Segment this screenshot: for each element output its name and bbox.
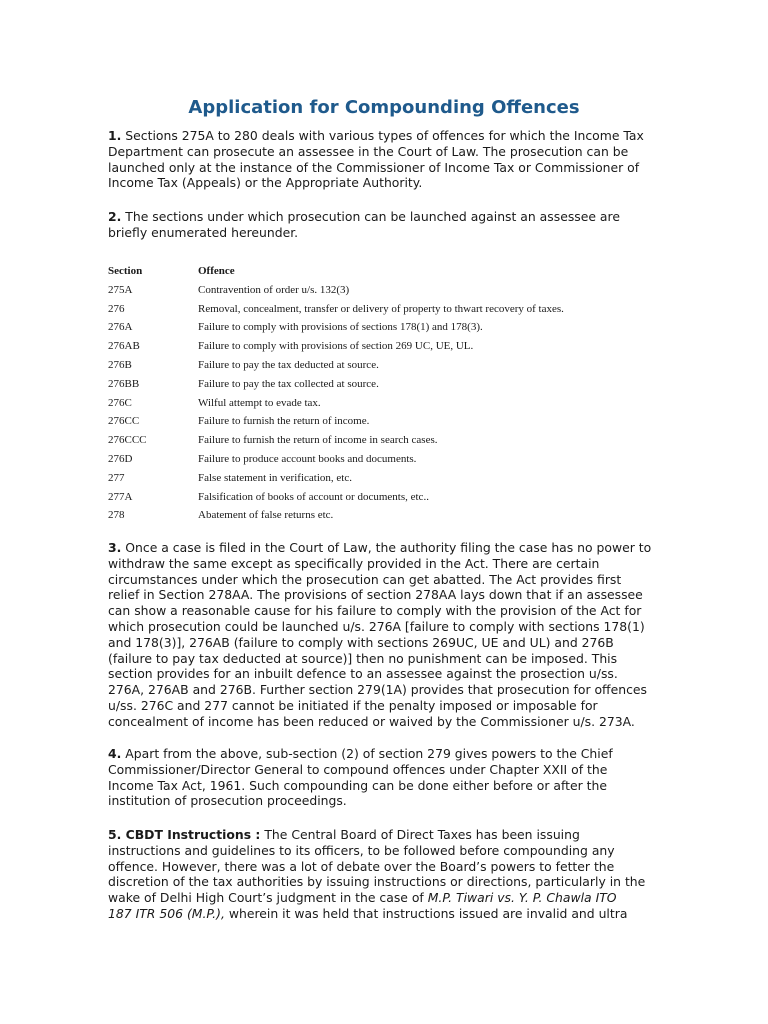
header-offence: Offence <box>198 265 235 277</box>
paragraph-text: Income Tax Act, 1961. Such compounding can be done either before or after the <box>108 777 607 793</box>
table-row <box>108 356 668 375</box>
section-cell: 276B <box>108 358 132 371</box>
paragraph-text: section provides for an inbuilt defence to an assessee against the prosection u/ss. <box>108 666 618 682</box>
offence-cell: Abatement of false returns etc. <box>198 509 334 522</box>
table-row <box>108 488 668 507</box>
table-row <box>108 450 668 469</box>
section-cell: 276BB <box>108 377 140 390</box>
paragraph-text: wherein it was held that instructions issued are invalid and ultra <box>228 905 628 921</box>
table-row <box>108 281 668 300</box>
paragraph-text: Once a case is filed in the Court of Law, the authority filing the case has no power to <box>125 540 652 555</box>
paragraph-text: launched only at the instance of the Commissioner of Income Tax or Commissioner of <box>108 159 640 175</box>
paragraph-text: 276A, 276AB and 276B. Further section 279(1A) provides that prosecution for offences <box>108 682 647 698</box>
section-cell: 276 <box>108 302 125 315</box>
paragraph-text: which prosecution could be launched u/s. 276A [failure to comply with sections 178(1) <box>108 618 645 634</box>
table-row <box>108 337 668 356</box>
offence-cell: Failure to furnish the return of income. <box>198 415 370 428</box>
table-row <box>108 506 668 525</box>
section-cell: 276CC <box>108 415 140 428</box>
section-cell: 276AB <box>108 340 140 353</box>
paragraph-number: 1. <box>108 128 122 143</box>
offence-cell: Failure to pay the tax deducted at source. <box>198 358 379 371</box>
offence-cell: False statement in verification, etc. <box>198 471 352 484</box>
table-row <box>108 469 668 488</box>
paragraph-text: and 178(3)], 276AB (failure to comply with sections 269UC, UE and UL) and 276B <box>108 634 614 650</box>
paragraph-text: Sections 275A to 280 deals with various types of offences for which the Income Tax <box>125 128 644 143</box>
paragraph-2 <box>108 209 668 241</box>
paragraph-text: institution of prosecution proceedings. <box>108 793 347 809</box>
paragraph-4 <box>108 746 668 809</box>
paragraph-text: briefly enumerated hereunder. <box>108 224 299 240</box>
table-row <box>108 318 668 337</box>
paragraph-text: relief in Section 278AA. The provisions of section 278AA lays down that if an assessee <box>108 587 643 603</box>
paragraph-text: circumstances under which the prosecution can get abatted. The Act provides first <box>108 571 622 587</box>
paragraph-text: u/ss. 276C and 277 cannot be initiated if the penalty imposed or imposable for <box>108 697 598 713</box>
paragraph-text: offence. However, there was a lot of debate over the Board’s powers to fetter the <box>108 858 615 874</box>
page-title: Application for Compounding Offences <box>188 97 580 118</box>
paragraph-3 <box>108 540 668 730</box>
paragraph-number: 3. <box>108 540 122 555</box>
section-cell: 277 <box>108 471 125 484</box>
paragraph-text: concealment of income has been reduced or waived by the Commissioner u/s. 273A. <box>108 713 635 729</box>
header-section: Section <box>108 265 143 277</box>
table-row <box>108 412 668 431</box>
section-cell: 276C <box>108 396 132 409</box>
offence-cell: Failure to furnish the return of income in search cases. <box>198 434 438 447</box>
offence-cell: Removal, concealment, transfer or delivery of property to thwart recovery of taxes. <box>198 302 564 315</box>
offences-table <box>108 262 668 525</box>
offence-cell: Wilful attempt to evade tax. <box>198 396 321 409</box>
offence-cell: Falsification of books of account or documents, etc.. <box>198 490 429 503</box>
paragraph-text: can show a reasonable cause for his failure to comply with the provision of the Act for <box>108 603 642 619</box>
section-cell: 276CCC <box>108 434 147 447</box>
case-citation: 187 ITR 506 (M.P.), <box>108 905 225 921</box>
paragraph-text: The Central Board of Direct Taxes has been issuing <box>264 827 580 842</box>
paragraph-1 <box>108 128 668 191</box>
offence-cell: Failure to produce account books and documents. <box>198 452 417 465</box>
offence-cell: Failure to comply with provisions of section 269 UC, UE, UL. <box>198 340 474 353</box>
offence-cell: Contravention of order u/s. 132(3) <box>198 283 350 296</box>
paragraph-text: discretion of the tax authorities by issuing instructions or directions, particularly in the <box>108 874 646 890</box>
section-cell: 276A <box>108 321 133 334</box>
paragraph-text: Department can prosecute an assessee in the Court of Law. The prosecution can be <box>108 143 629 159</box>
table-row <box>108 431 668 450</box>
table-row <box>108 375 668 394</box>
section-cell: 276D <box>108 452 133 465</box>
offence-cell: Failure to pay the tax collected at source. <box>198 377 379 390</box>
table-row <box>108 394 668 413</box>
paragraph-heading: 5. CBDT Instructions : <box>108 827 261 842</box>
paragraph-number: 2. <box>108 209 122 224</box>
table-row <box>108 300 668 319</box>
section-cell: 278 <box>108 509 125 522</box>
paragraph-5 <box>108 827 668 922</box>
section-cell: 277A <box>108 490 133 503</box>
section-cell: 275A <box>108 283 133 296</box>
paragraph-number: 4. <box>108 746 122 761</box>
paragraph-text: withdraw the same except as specifically provided in the Act. There are certain <box>108 555 600 571</box>
paragraph-text: (failure to pay tax deducted at source)] then no punishment can be imposed. This <box>108 650 618 666</box>
case-name: M.P. Tiwari vs. Y. P. Chawla ITO <box>427 890 617 906</box>
paragraph-text: wake of Delhi High Court’s judgment in the case of <box>108 890 424 906</box>
offence-cell: Failure to comply with provisions of sections 178(1) and 178(3). <box>198 321 483 334</box>
paragraph-text: Commissioner/Director General to compound offences under Chapter XXII of the <box>108 761 608 777</box>
paragraph-text: Apart from the above, sub-section (2) of section 279 gives powers to the Chief <box>125 746 613 761</box>
paragraph-text: The sections under which prosecution can be launched against an assessee are <box>125 209 620 224</box>
paragraph-text: instructions and guidelines to its officers, to be followed before compounding any <box>108 842 615 858</box>
table-header-row <box>108 262 668 281</box>
paragraph-text: Income Tax (Appeals) or the Appropriate Authority. <box>108 175 423 191</box>
